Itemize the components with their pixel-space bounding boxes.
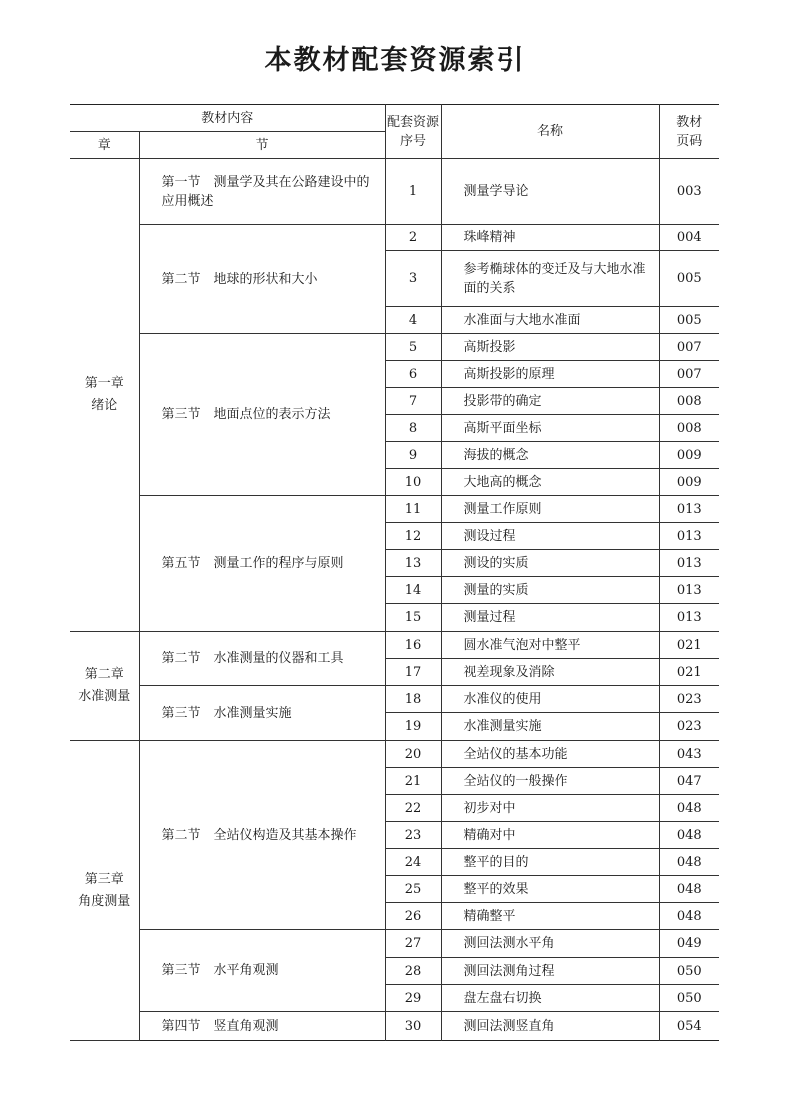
page-number: 047 bbox=[659, 768, 719, 795]
chapter-cell bbox=[70, 632, 139, 741]
header-resource-no-line1: 配套资源 bbox=[387, 114, 440, 130]
table-row bbox=[70, 686, 719, 713]
header-resource-no bbox=[385, 105, 441, 159]
resource-no: 5 bbox=[385, 334, 441, 361]
page-title: 本教材配套资源索引 bbox=[264, 45, 526, 76]
resource-name: 精确整平 bbox=[441, 903, 659, 930]
chapter-title: 绪论 bbox=[91, 398, 118, 413]
resource-no: 1 bbox=[385, 159, 441, 225]
resource-no: 3 bbox=[385, 251, 441, 307]
resource-name: 测设的实质 bbox=[441, 550, 659, 577]
page-number: 008 bbox=[659, 415, 719, 442]
resource-no: 26 bbox=[385, 903, 441, 930]
page-number: 050 bbox=[659, 958, 719, 985]
page-number: 008 bbox=[659, 388, 719, 415]
resource-no: 7 bbox=[385, 388, 441, 415]
page-number: 054 bbox=[659, 1012, 719, 1041]
header-chapter: 章 bbox=[70, 132, 139, 159]
resource-no: 2 bbox=[385, 225, 441, 251]
section-cell: 第二节 水准测量的仪器和工具 bbox=[139, 632, 385, 686]
resource-no: 30 bbox=[385, 1012, 441, 1041]
resource-name: 投影带的确定 bbox=[441, 388, 659, 415]
page-number: 013 bbox=[659, 523, 719, 550]
page-number: 021 bbox=[659, 632, 719, 659]
resource-name: 整平的目的 bbox=[441, 849, 659, 876]
section-cell: 第二节 全站仪构造及其基本操作 bbox=[139, 741, 385, 930]
page-number: 043 bbox=[659, 741, 719, 768]
resource-name: 测量工作原则 bbox=[441, 496, 659, 523]
table-row bbox=[70, 632, 719, 659]
header-page bbox=[659, 105, 719, 159]
page-number: 007 bbox=[659, 361, 719, 388]
resource-name: 全站仪的基本功能 bbox=[441, 741, 659, 768]
resource-no: 23 bbox=[385, 822, 441, 849]
section-cell: 第四节 竖直角观测 bbox=[139, 1012, 385, 1041]
page-number: 049 bbox=[659, 930, 719, 958]
resource-no: 12 bbox=[385, 523, 441, 550]
resource-no: 27 bbox=[385, 930, 441, 958]
section-cell: 第三节 水平角观测 bbox=[139, 930, 385, 1012]
resource-no: 8 bbox=[385, 415, 441, 442]
section-cell: 第三节 水准测量实施 bbox=[139, 686, 385, 741]
resource-no: 4 bbox=[385, 307, 441, 334]
page-number: 013 bbox=[659, 496, 719, 523]
resource-name: 测设过程 bbox=[441, 523, 659, 550]
resource-name: 参考椭球体的变迁及与大地水准面的关系 bbox=[441, 251, 659, 307]
header-content: 教材内容 bbox=[70, 105, 385, 132]
resource-name: 高斯投影 bbox=[441, 334, 659, 361]
section-cell: 第二节 地球的形状和大小 bbox=[139, 225, 385, 334]
resource-name: 高斯投影的原理 bbox=[441, 361, 659, 388]
page-number: 048 bbox=[659, 903, 719, 930]
resource-name: 初步对中 bbox=[441, 795, 659, 822]
resource-no: 25 bbox=[385, 876, 441, 903]
page-number: 013 bbox=[659, 604, 719, 632]
table-row bbox=[70, 1012, 719, 1041]
section-cell: 第三节 地面点位的表示方法 bbox=[139, 334, 385, 496]
resource-name: 水准测量实施 bbox=[441, 713, 659, 741]
resource-name: 测回法测角过程 bbox=[441, 958, 659, 985]
resource-no: 20 bbox=[385, 741, 441, 768]
page-number: 048 bbox=[659, 822, 719, 849]
page-number: 048 bbox=[659, 849, 719, 876]
page-number: 048 bbox=[659, 795, 719, 822]
table-row bbox=[70, 496, 719, 523]
chapter-cell bbox=[70, 741, 139, 1041]
resource-name: 高斯平面坐标 bbox=[441, 415, 659, 442]
chapter-cell bbox=[70, 159, 139, 632]
page-number: 009 bbox=[659, 469, 719, 496]
resource-no: 9 bbox=[385, 442, 441, 469]
resource-name: 精确对中 bbox=[441, 822, 659, 849]
page-number: 004 bbox=[659, 225, 719, 251]
page-number: 021 bbox=[659, 659, 719, 686]
resource-name: 水准仪的使用 bbox=[441, 686, 659, 713]
section-cell: 第五节 测量工作的程序与原则 bbox=[139, 496, 385, 632]
page-number: 007 bbox=[659, 334, 719, 361]
page-number: 005 bbox=[659, 307, 719, 334]
header-resource-no-line2: 序号 bbox=[400, 133, 427, 149]
table-row bbox=[70, 225, 719, 251]
resource-index-table bbox=[70, 104, 719, 1041]
header-name: 名称 bbox=[441, 105, 659, 159]
chapter-number: 第二章 bbox=[84, 667, 124, 682]
resource-no: 22 bbox=[385, 795, 441, 822]
resource-no: 17 bbox=[385, 659, 441, 686]
resource-name: 视差现象及消除 bbox=[441, 659, 659, 686]
resource-name: 海拔的概念 bbox=[441, 442, 659, 469]
resource-name: 珠峰精神 bbox=[441, 225, 659, 251]
resource-name: 测回法测水平角 bbox=[441, 930, 659, 958]
resource-name: 大地高的概念 bbox=[441, 469, 659, 496]
resource-no: 21 bbox=[385, 768, 441, 795]
resource-no: 29 bbox=[385, 985, 441, 1012]
resource-name: 测量过程 bbox=[441, 604, 659, 632]
table-row bbox=[70, 741, 719, 768]
resource-no: 13 bbox=[385, 550, 441, 577]
header-row bbox=[70, 105, 719, 132]
resource-no: 11 bbox=[385, 496, 441, 523]
page-number: 003 bbox=[659, 159, 719, 225]
resource-no: 6 bbox=[385, 361, 441, 388]
section-cell: 第一节 测量学及其在公路建设中的应用概述 bbox=[139, 159, 385, 225]
header-page-line2: 页码 bbox=[676, 133, 703, 149]
page-number: 013 bbox=[659, 550, 719, 577]
header-section: 节 bbox=[139, 132, 385, 159]
page-number: 009 bbox=[659, 442, 719, 469]
chapter-title: 角度测量 bbox=[78, 893, 131, 909]
resource-name: 圆水准气泡对中整平 bbox=[441, 632, 659, 659]
resource-name: 测量的实质 bbox=[441, 577, 659, 604]
resource-name: 测回法测竖直角 bbox=[441, 1012, 659, 1041]
resource-name: 整平的效果 bbox=[441, 876, 659, 903]
page-number: 048 bbox=[659, 876, 719, 903]
table-row bbox=[70, 930, 719, 958]
resource-name: 盘左盘右切换 bbox=[441, 985, 659, 1012]
page-number: 023 bbox=[659, 686, 719, 713]
resource-no: 15 bbox=[385, 604, 441, 632]
resource-no: 14 bbox=[385, 577, 441, 604]
resource-name: 水准面与大地水准面 bbox=[441, 307, 659, 334]
table-row bbox=[70, 159, 719, 225]
page-number: 023 bbox=[659, 713, 719, 741]
resource-name: 测量学导论 bbox=[441, 159, 659, 225]
chapter-number: 第三章 bbox=[84, 871, 124, 887]
resource-no: 18 bbox=[385, 686, 441, 713]
page-number: 050 bbox=[659, 985, 719, 1012]
table-row bbox=[70, 334, 719, 361]
chapter-number: 第一章 bbox=[84, 376, 124, 391]
resource-name: 全站仪的一般操作 bbox=[441, 768, 659, 795]
chapter-title: 水准测量 bbox=[78, 689, 131, 704]
page-number: 013 bbox=[659, 577, 719, 604]
resource-no: 10 bbox=[385, 469, 441, 496]
page-number: 005 bbox=[659, 251, 719, 307]
resource-no: 19 bbox=[385, 713, 441, 741]
resource-no: 16 bbox=[385, 632, 441, 659]
header-page-line1: 教材 bbox=[676, 114, 703, 130]
resource-no: 24 bbox=[385, 849, 441, 876]
resource-no: 28 bbox=[385, 958, 441, 985]
